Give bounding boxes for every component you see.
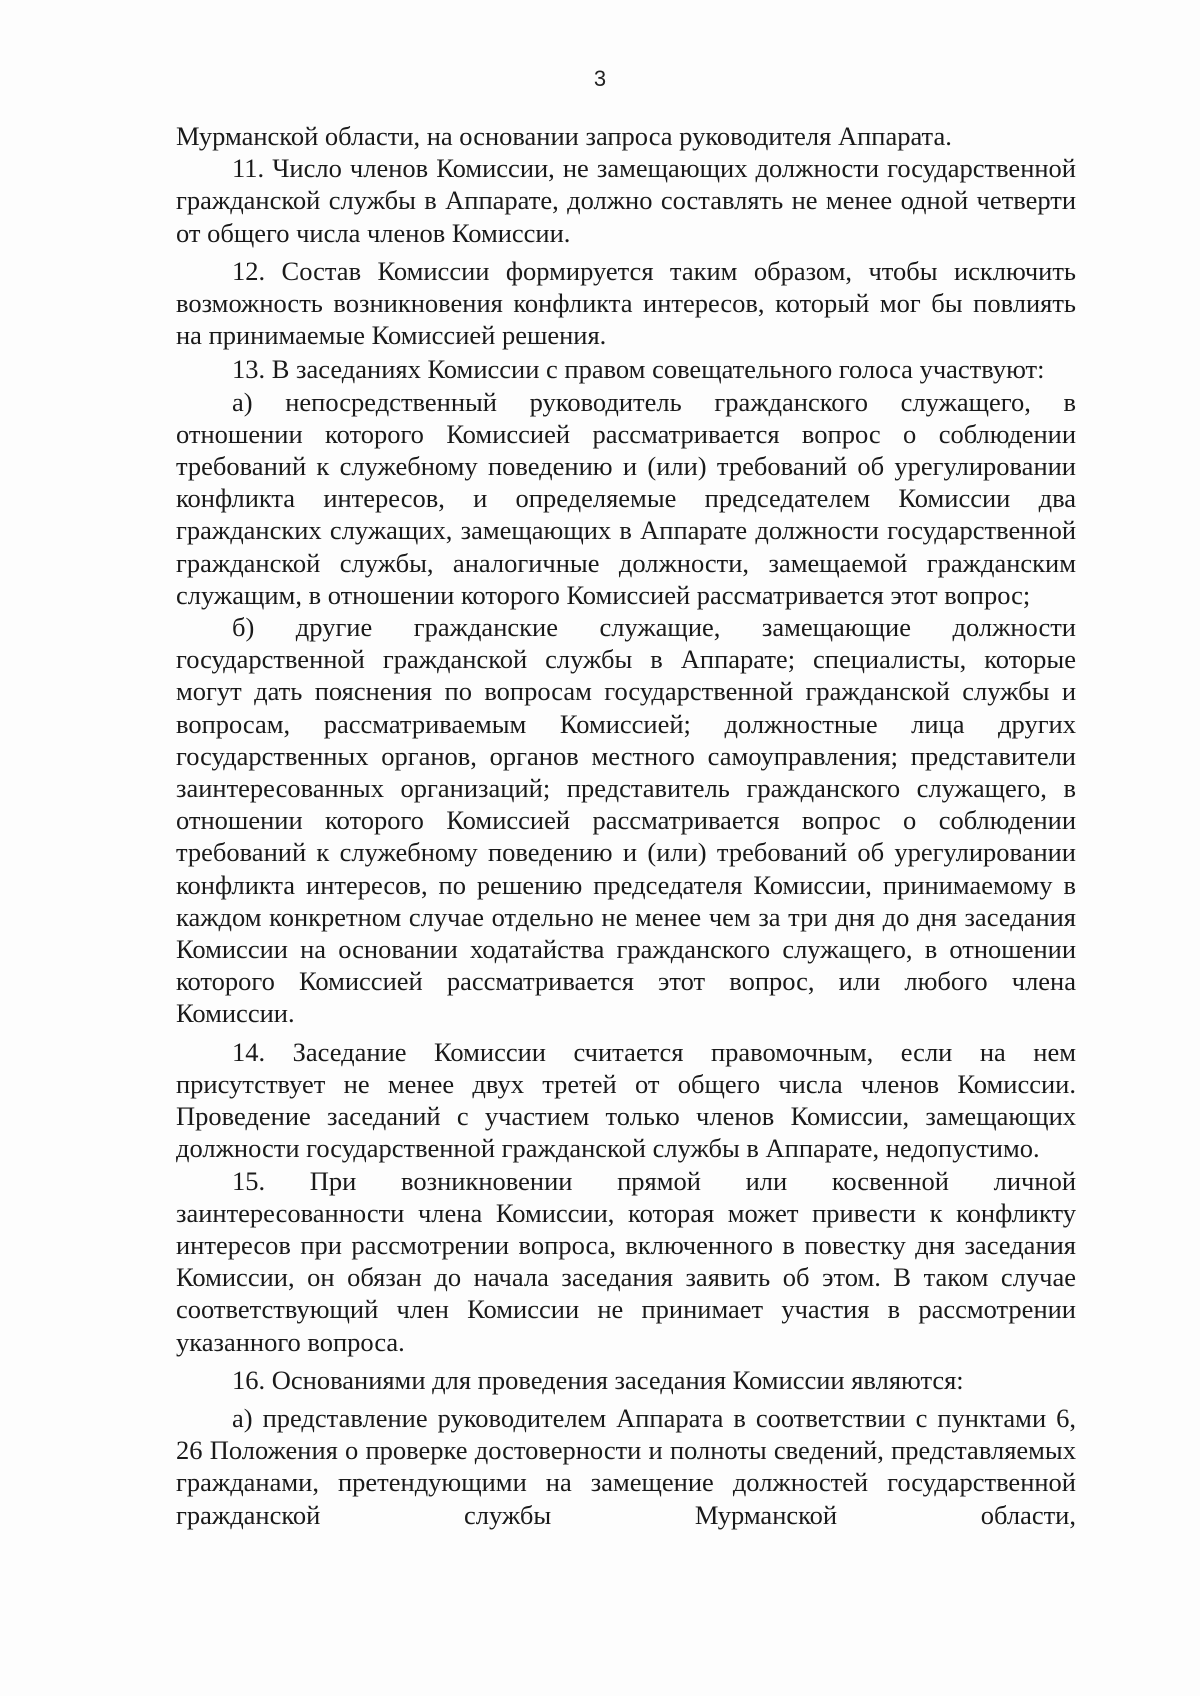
paragraph-item-13: 13. В заседаниях Комиссии с правом совещательного голоса участвуют: — [232, 354, 1045, 385]
paragraph-item-13a: а) непосредственный руководитель гражданского служащего, в отношении которого Комиссией рассматривается вопрос о соблюдении требований к служебному поведению и (или) требований об урегулировании конфликта интересов, и определяемые председателем Комиссии два гражданских служащих, замещающих в Аппарате должности государственной гражданской службы, аналогичные должности, замещаемой гражданским служащим, в отношении которого Комиссией рассматривается этот вопрос; — [176, 386, 1076, 610]
paragraph-item-12: 12. Состав Комиссии формируется таким образом, чтобы исключить возможность возникновения конфликта интересов, который мог бы повлиять на принимаемые Комиссией решения. — [176, 255, 1076, 351]
paragraph-item-16: 16. Основаниями для проведения заседания Комиссии являются: — [232, 1364, 964, 1395]
paragraph-item-16a: а) представление руководителем Аппарата в соответствии с пунктами 6, 26 Положения о проверке достоверности и полноты сведений, представляемых гражданами, претендующими на замещение должностей государственной гражданской службы Мурманской области, — [176, 1402, 1076, 1530]
paragraph-item-15: 15. При возникновении прямой или косвенной личной заинтересованности члена Комиссии, которая может привести к конфликту интересов при рассмотрении вопроса, включенного в повестку дня заседания Комиссии, он обязан до начала заседания заявить об этом. В таком случае соответствующий член Комиссии не принимает участия в рассмотрении указанного вопроса. — [176, 1165, 1076, 1357]
paragraph-item-11: 11. Число членов Комиссии, не замещающих должности государственной гражданской службы в Аппарате, должно составлять не менее одной четверти от общего числа членов Комиссии. — [176, 153, 1076, 248]
paragraph-item-13b: б) другие гражданские служащие, замещающие должности государственной гражданской службы в Аппарате; специалисты, которые могут дать пояснения по вопросам государственной гражданской службы и вопросам, рассматриваемым Комиссией; должностные лица других государственных органов, органов местного самоуправления; представители заинтересованных организаций; представитель гражданского служащего, в отношении которого Комиссией рассматривается вопрос о соблюдении требований к служебному поведению и (или) требований об урегулировании конфликта интересов, по решению председателя Комиссии, принимаемому в каждом конкретном случае отдельно не менее чем за три дня до дня заседания Комиссии на основании ходатайства гражданского служащего, в отношении которого Комиссией рассматривается этот вопрос, или любого члена Комиссии. — [176, 612, 1076, 1029]
page-number: 3 — [593, 66, 607, 91]
document-body — [176, 120, 1076, 1531]
paragraph-continuation: Мурманской области, на основании запроса руководителя Аппарата. — [176, 121, 952, 151]
paragraph-item-14: 14. Заседание Комиссии считается правомочным, если на нем присутствует не менее двух третей от общего числа членов Комиссии. Проведение заседаний с участием только членов Комиссии, замещающих должности государственной гражданской службы в Аппарате, недопустимо. — [176, 1036, 1076, 1164]
